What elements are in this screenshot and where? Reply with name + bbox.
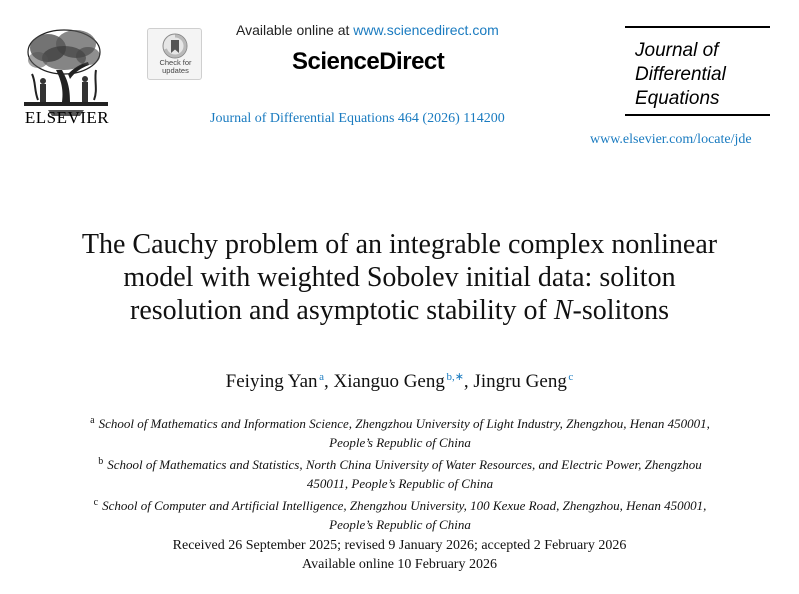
available-online-date: Available online 10 February 2026 bbox=[302, 557, 497, 572]
elsevier-wordmark: ELSEVIER bbox=[24, 108, 110, 127]
author-affiliation-mark[interactable]: a bbox=[319, 371, 325, 383]
sciencedirect-link[interactable]: www.sciencedirect.com bbox=[353, 22, 499, 38]
journal-title-box bbox=[625, 26, 770, 116]
affiliation-a: $^a$ School of Mathematics and Information Science, Zhengzhou University of Light Industry, Zhengzhou, Henan 450001, People’s Republic of China bbox=[90, 415, 710, 450]
author-affiliation-mark[interactable]: b,∗ bbox=[446, 371, 464, 383]
available-online-line bbox=[236, 22, 499, 38]
journal-title-line: Equations bbox=[635, 88, 720, 109]
affiliation-c: $^c$ School of Computer and Artificial Intelligence, Zhengzhou University, 100 Kexue Road, Zhengzhou, Henan 450001, People’s Republic of China bbox=[93, 497, 707, 532]
affiliation-list bbox=[20, 412, 780, 535]
journal-title-line: Differential bbox=[635, 64, 726, 85]
check-for-updates-label-2: updates bbox=[162, 66, 189, 75]
received-revised-accepted-dates: Received 26 September 2025; revised 9 January 2026; accepted 2 February 2026 bbox=[172, 538, 627, 553]
journal-title-line: Journal of bbox=[635, 40, 719, 61]
sciencedirect-logo: ScienceDirect bbox=[292, 48, 445, 75]
journal-citation-link[interactable]: Journal of Differential Equations 464 (2026) 114200 bbox=[210, 111, 505, 126]
check-for-updates-label-1: Check for bbox=[159, 58, 192, 67]
affiliation-b: $^b$ School of Mathematics and Statistics, North China University of Water Resources, and Electric Power, Zhengzhou 450011, People’s Republic of China bbox=[98, 456, 702, 491]
article-title-line-1: The Cauchy problem of an integrable complex nonlinear bbox=[81, 229, 718, 260]
check-for-updates-icon bbox=[162, 33, 188, 59]
author-name[interactable]: Jingru Geng bbox=[473, 371, 567, 392]
available-online-prefix: Available online at bbox=[236, 22, 354, 38]
journal-homepage-link[interactable]: www.elsevier.com/locate/jde bbox=[590, 132, 752, 147]
article-title bbox=[0, 228, 799, 327]
author-list: Feiying Yan $^a$, Xianguo Geng $^{b,∗}$, Jingru Geng $^c$ bbox=[225, 371, 574, 392]
article-title-line-3: resolution and asymptotic stability of N-solitons bbox=[130, 295, 669, 326]
journal-title bbox=[635, 39, 726, 111]
article-title-line-2: model with weighted Sobolev initial data: soliton bbox=[123, 262, 676, 293]
article-history bbox=[0, 536, 799, 574]
check-for-updates-badge[interactable] bbox=[147, 28, 202, 80]
author-affiliation-mark[interactable]: c bbox=[568, 371, 574, 383]
author-name[interactable]: Feiying Yan bbox=[225, 371, 318, 392]
author-name[interactable]: Xianguo Geng bbox=[333, 371, 445, 392]
